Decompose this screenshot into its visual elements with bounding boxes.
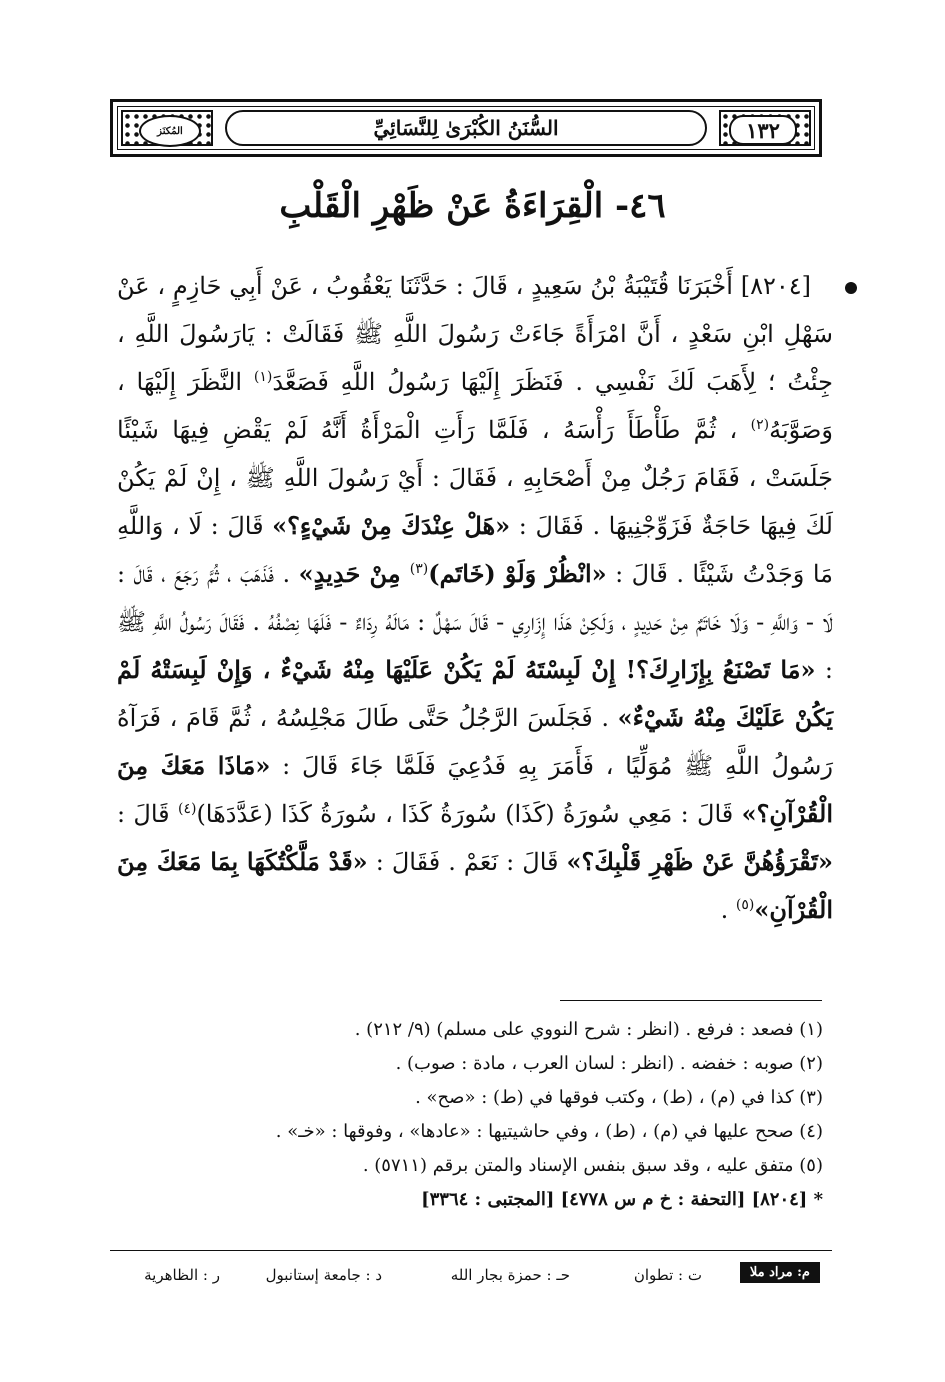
footnote-marker: (٣) bbox=[409, 561, 429, 577]
footnote-divider bbox=[560, 1000, 822, 1001]
footnote-marker: (٢) bbox=[750, 417, 770, 433]
footer-divider bbox=[110, 1250, 832, 1251]
prophet-quote: «هَلْ عِنْدَكَ مِنْ شَيْءٍ؟» bbox=[272, 511, 511, 540]
manuscript-d: د : جامعة إستانبول bbox=[265, 1266, 382, 1284]
footnote: (٢) صوبه : خفضه . (انظر : لسان العرب ، مادة : صوب) . bbox=[395, 1053, 823, 1074]
manuscript-h: حـ : حمزة بجار الله bbox=[450, 1266, 570, 1284]
hadith-text: . فَجَلَسَ الرَّجُلُ حَتَّى طَالَ مَجْلِسُهُ ، ثُمَّ قَامَ ، فَرَآهُ رَسُولُ اللَّهِ ﷺ مُوَلِّيًا ، فَأَمَرَ بِهِ فَدُعِيَ فَلَمَّا جَاءَ قَالَ : bbox=[117, 704, 834, 780]
manuscript-t: ت : تطوان bbox=[633, 1266, 702, 1284]
page-header-banner bbox=[110, 99, 822, 157]
footnote-marker: (٤) bbox=[177, 801, 197, 817]
hadith-text: قَالَ : نَعَمْ . فَقَالَ : bbox=[367, 848, 567, 876]
hadith-text: النَّظَرَ إِلَيْهَا ، وَصَوَّبَهُ bbox=[117, 368, 833, 444]
hadith-body bbox=[117, 262, 833, 934]
prophet-quote: «مَاذَا مَعَكَ مِنَ الْقُرْآنِ؟» bbox=[117, 751, 833, 828]
prophet-quote: «مَا تَصْنَعُ بِإِزَارِكَ؟! إِنْ لَبِسْتَهُ لَمْ يَكُنْ عَلَيْهَا مِنْهُ شَيْءٌ ، وَإِنْ لَبِسَتْهُ لَمْ يَكُنْ عَلَيْكَ مِنْهُ شَيْءٌ» bbox=[117, 655, 833, 732]
header-ornament-left bbox=[121, 110, 213, 146]
prophet-quote: «انْظُرْ وَلَوْ (خَاتَم) bbox=[428, 559, 607, 588]
publisher-seal-logo: المُكنَز bbox=[139, 115, 201, 147]
hadith-text: ، ثُمَّ طَأْطَأَ رَأْسَهُ ، فَلَمَّا رَأَتِ الْمَرْأَةُ أَنَّهُ لَمْ يَقْضِ فِيهَا شَيْئًا جَلَسَتْ ، فَقَامَ رَجُلٌ مِنْ أَصْحَابِهِ ، فَقَالَ : أَيْ رَسُولَ اللَّهِ ﷺ ، إِنْ لَمْ يَكُنْ لَكَ فِيهَا حَاجَةٌ فَزَوِّجْنِيهَا . فَقَالَ : bbox=[117, 416, 833, 540]
reference-line: * [٨٢٠٤] [التحفة : خ م س ٤٧٧٨] [المجتبى : ٣٣٦٤] bbox=[421, 1189, 823, 1210]
hadith-text: . فَذَهَبَ ، ثُمَّ رَجَعَ ، قَالَ : لَا - وَاللَّهِ - وَلَا خَاتَمٌ مِنْ حَدِيدٍ ، وَلَكِنْ هَذَا إِزَارِي - قَالَ سَهْلٌ : مَالَهُ رِدَاءٌ - فَلَهَا نِصْفُهُ . فَقَالَ رَسُولُ اللَّهِ ﷺ : bbox=[117, 560, 834, 684]
footnote-marker: (١) bbox=[253, 369, 273, 385]
footnote-marker: (٥) bbox=[735, 897, 755, 913]
hadith-text: أَخْبَرَنَا قُتَيْبَةُ بْنُ سَعِيدٍ ، قَالَ : حَدَّثَنَا يَعْقُوبُ ، عَنْ أَبِي حَازِمٍ ، عَنْ سَهْلِ ابْنِ سَعْدٍ ، أَنَّ امْرَأَةً جَاءَتْ رَسُولَ اللَّهِ ﷺ فَقَالَتْ : يَارَسُولَ اللَّهِ ، جِئْتُ ؛ لِأَهَبَ لَكَ نَفْسِي . فَنَظَرَ إِلَيْهَا رَسُولُ اللَّهِ فَصَعَّدَ bbox=[117, 272, 833, 396]
hadith-number: [٨٢٠٤] bbox=[740, 272, 811, 300]
footnote: (١) فصعد : فرفع . (انظر : شرح النووي على مسلم) (٩/ ٢١٢) . bbox=[354, 1019, 823, 1040]
chapter-title: ٤٦- الْقِرَاءَةُ عَنْ ظَهْرِ الْقَلْبِ bbox=[279, 186, 666, 226]
hadith-paragraph bbox=[117, 262, 833, 934]
footnotes bbox=[123, 1013, 823, 1217]
footnote: (٤) صحح عليها في (م) ، (ط) ، وفي حاشيتيها : «عادها» ، وفوقها : «خـ» . bbox=[275, 1121, 823, 1142]
footnote: (٥) متفق عليه ، وقد سبق بنفس الإسناد والمتن برقم (٥٧١١) . bbox=[362, 1155, 823, 1176]
header-ornament-right bbox=[719, 110, 811, 146]
manuscript-sigla bbox=[120, 1262, 820, 1290]
hadith-text: قَالَ : مَعِي سُورَةُ (كَذَا) سُورَةُ كَذَا ، سُورَةُ كَذَا (عَدَّدَهَا) bbox=[196, 800, 742, 828]
hadith-text: قَالَ : bbox=[117, 800, 178, 828]
hadith-text: . bbox=[720, 896, 736, 924]
prophet-quote: مِنْ حَدِيدٍ» bbox=[298, 559, 410, 588]
hadith-text: قَالَ : لَا ، وَاللَّهِ مَا وَجَدْتُ شَيْئًا . قَالَ : bbox=[117, 512, 833, 588]
manuscript-m: م: مراد ملا bbox=[740, 1262, 820, 1283]
prophet-quote: «قَدْ مَلَّكْتُكَهَا بِمَا مَعَكَ مِنَ الْقُرْآنِ» bbox=[117, 847, 833, 924]
manuscript-r: ر : الظاهرية bbox=[144, 1266, 220, 1284]
footnote: (٣) كذا في (م) ، (ط) ، وكتب فوقها في (ط) : «صح» . bbox=[415, 1087, 823, 1108]
page-number: ١٣٢ bbox=[729, 115, 797, 145]
book-title: السُّنَنُ الكُبْرَىٰ لِلنَّسَائِيِّ bbox=[225, 110, 707, 146]
bullet-icon bbox=[845, 282, 857, 294]
prophet-quote: «تَقْرَؤُهُنَّ عَنْ ظَهْرِ قَلْبِكَ؟» bbox=[566, 847, 834, 876]
